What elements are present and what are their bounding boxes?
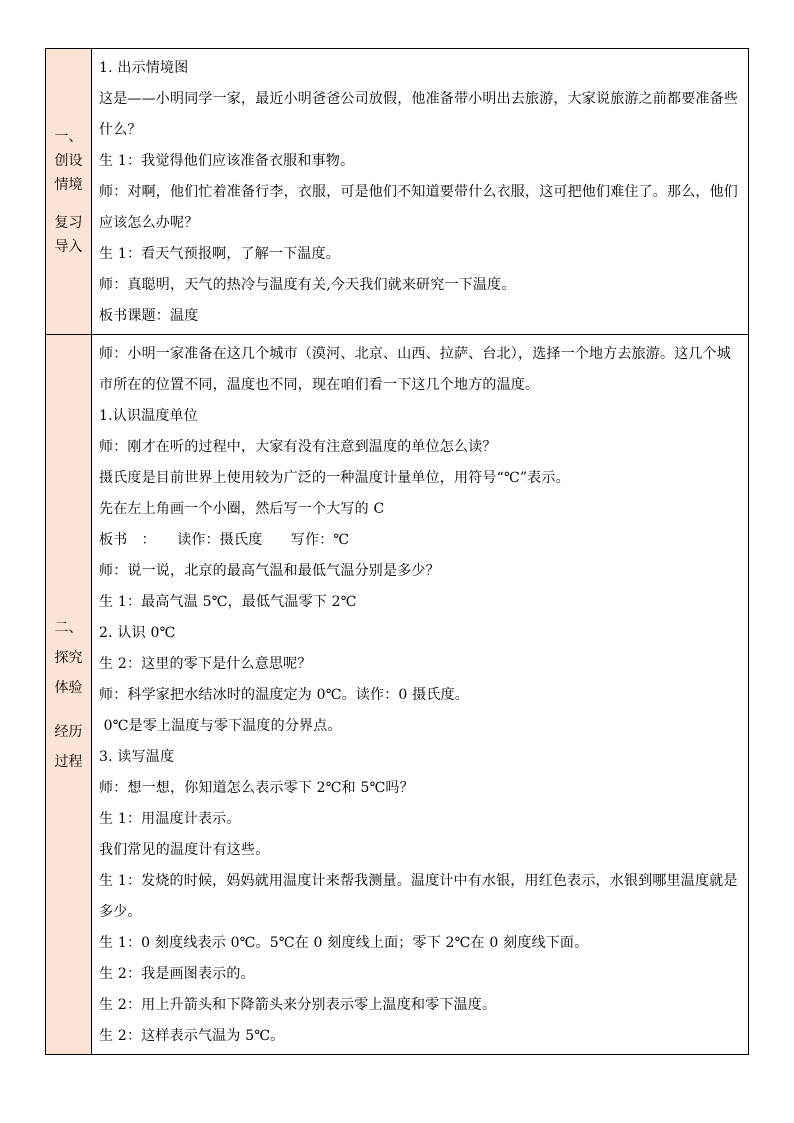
stage-name-part: 创设: [54, 152, 83, 169]
stage-number: 二、: [54, 619, 83, 636]
content-line: 1.认识温度单位: [99, 408, 198, 424]
content-line: 3. 读写温度: [99, 749, 175, 765]
content-line: 师：刚才在听的过程中，大家有没有注意到温度的单位怎么读？: [99, 439, 497, 455]
content-line: 0℃是零上温度与零下温度的分界点。: [99, 718, 342, 734]
lesson-plan-table: [45, 48, 749, 1055]
content-line: 板书 ： 读作：摄氏度 写作：℃: [99, 532, 350, 548]
content-line: 我们常见的温度计有这些。: [99, 842, 270, 858]
section-one-stage-label: [46, 125, 91, 259]
content-line: 摄氏度是目前世界上使用较为广泛的一种温度计量单位，用符号“℃”表示。: [99, 470, 570, 486]
content-line: 先在左上角画一个小圈，然后写一个大写的 C: [99, 501, 385, 517]
stage-name-part: 经历: [54, 723, 83, 740]
content-line: 生 1：最高气温 5℃，最低气温零下 2℃: [99, 594, 357, 610]
content-line: 生 1：我觉得他们应该准备衣服和事物。: [99, 153, 355, 169]
content-line: 生 2：这样表示气温为 5℃。: [99, 1028, 285, 1044]
stage-number: 一、: [54, 128, 83, 145]
section-two-stage-cell: [46, 335, 92, 1055]
content-line: 生 2：这里的零下是什么意思呢？: [99, 656, 312, 672]
section-one-row: [46, 49, 749, 335]
section-one-stage-cell: [46, 49, 92, 335]
content-line: 生 1：发烧的时候，妈妈就用温度计来帮我测量。温度计中有水银，用红色表示，水银到哪里温度就是多少。: [99, 873, 738, 920]
content-line: 1. 出示情境图: [99, 60, 189, 76]
section-one-content-cell: [92, 49, 749, 335]
stage-name-part: 情境: [54, 176, 83, 193]
content-line: 师：说一说，北京的最高气温和最低气温分别是多少？: [99, 563, 440, 579]
content-line: 师：科学家把水结冰时的温度定为 0℃。读作：0 摄氏度。: [99, 687, 469, 703]
content-line: 师：想一想，你知道怎么表示零下 2℃和 5℃吗？: [99, 780, 414, 796]
content-line: 生 2：用上升箭头和下降箭头来分别表示零上温度和零下温度。: [99, 997, 497, 1013]
content-line: 2. 认识 0℃: [99, 625, 176, 641]
stage-name-part: 体验: [54, 679, 83, 696]
stage-name-part: 过程: [54, 753, 83, 770]
content-line: 生 1：看天气预报啊，了解一下温度。: [99, 246, 340, 262]
content-line: 生 1：用温度计表示。: [99, 811, 241, 827]
section-two-row: [46, 335, 749, 1055]
content-line: 师：真聪明，天气的热冷与温度有关,今天我们就来研究一下温度。: [99, 277, 516, 293]
content-line: 师：小明一家准备在这几个城市（漠河、北京、山西、拉萨、台北），选择一个地方去旅游。这几个城市所在的位置不同，温度也不同，现在咱们看一下这几个地方的温度。: [99, 346, 731, 393]
stage-name-part: 导入: [54, 238, 83, 255]
content-line: 生 1：0 刻度线表示 0℃。5℃在 0 刻度线上面；零下 2℃在 0 刻度线下面。: [99, 935, 589, 951]
stage-name-part: 探究: [54, 649, 83, 666]
content-line: 这是——小明同学一家，最近小明爸爸公司放假，他准备带小明出去旅游，大家说旅游之前都要准备些什么？: [99, 91, 738, 138]
stage-name-part: 复习: [54, 214, 83, 231]
content-line: 板书课题：温度: [99, 308, 199, 324]
section-two-stage-label: [46, 613, 91, 777]
content-line: 生 2：我是画图表示的。: [99, 966, 255, 982]
content-line: 师：对啊，他们忙着准备行李，衣服，可是他们不知道要带什么衣服，这可把他们难住了。那么，他们应该怎么办呢？: [99, 184, 738, 231]
section-two-content-cell: [92, 335, 749, 1055]
